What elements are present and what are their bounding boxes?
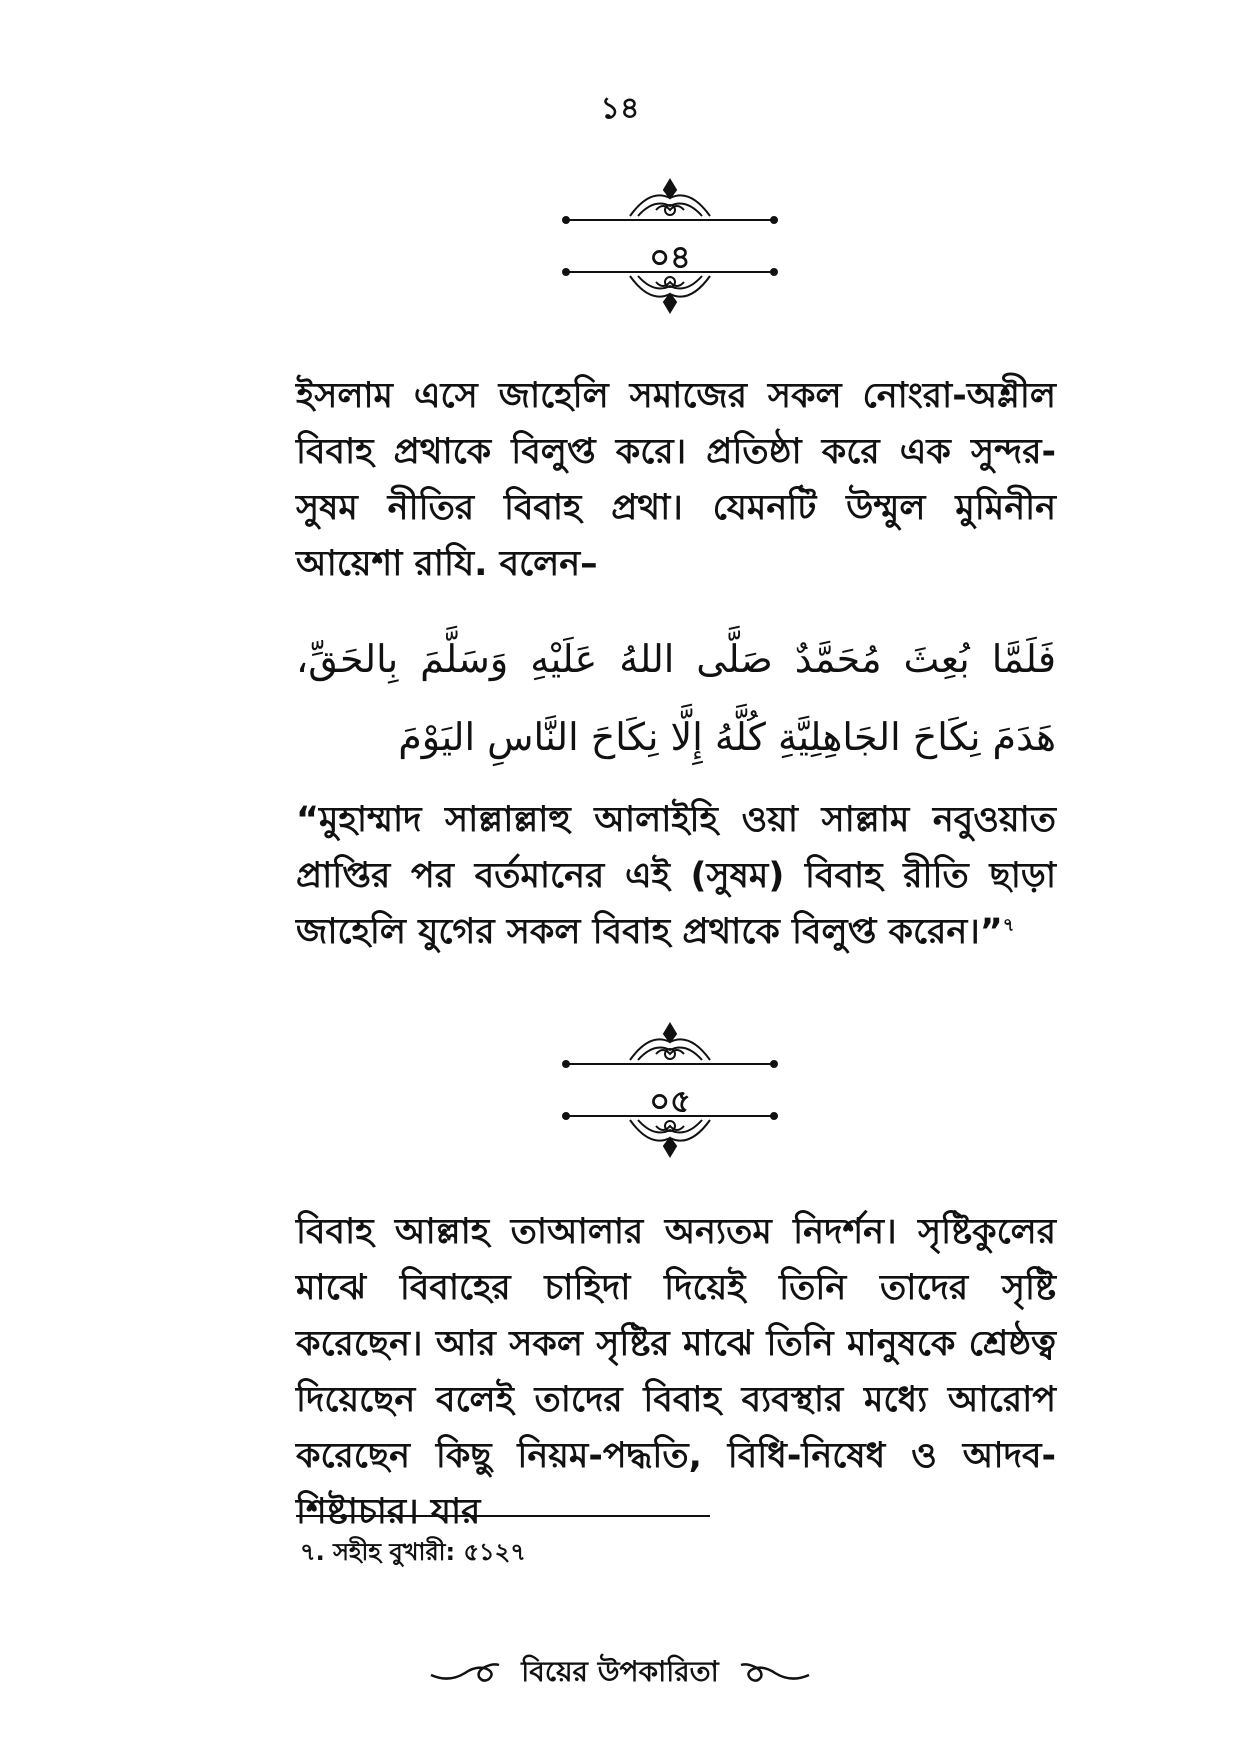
left-swirl-icon — [429, 1655, 501, 1692]
section-number: ০৪ — [649, 238, 691, 276]
section-05-paragraph: বিবাহ আল্লাহ তাআলার অন্যতম নিদর্শন। সৃষ্টিকুলের মাঝে বিবাহের চাহিদা দিয়েই তিনি তাদের সৃষ্টি করেছেন। আর সকল সৃষ্টির মাঝে তিনি মানুষকে শ্রেষ্ঠত্ব দিয়েছেন বলেই তাদের বিবাহ ব্যবস্থার মধ্যে আরোপ করেছেন কিছু নিয়ম-পদ্ধতি, বিধি-নিষেধ ও আদব-শিষ্টাচার। যার — [296, 1212, 1056, 1532]
translation-text: “মুহাম্মাদ সাল্লাল্লাহু আলাইহি ওয়া সাল্লাম নবুওয়াত প্রাপ্তির পর বর্তমানের এই (সুষম) বিবাহ রীতি ছাড়া জাহেলি যুগের সকল বিবাহ প্রথাকে বিলুপ্ত করেন।” — [296, 800, 1056, 952]
section-04-ornament — [560, 176, 780, 336]
footnote-divider — [296, 1515, 710, 1517]
book-title: বিয়ের উপকারিতা — [521, 1655, 719, 1688]
footnote-marker: ৭ — [1002, 914, 1015, 936]
arabic-hadith: فَلَمَّا بُعِثَ مُحَمَّدٌ صَلَّى اللهُ عَلَيْهِ وَسَلَّمَ بِالحَقِّ، هَدَمَ نِكَاحَ الجَاهِلِيَّةِ كُلَّهُ إِلَّا نِكَاحَ النَّاسِ اليَوْمَ — [296, 637, 1056, 759]
running-footer — [0, 1650, 1240, 1697]
section-04-paragraph: ইসলাম এসে জাহেলি সমাজের সকল নোংরা-অশ্লীল বিবাহ প্রথাকে বিলুপ্ত করে। প্রতিষ্ঠা করে এক সুন্দর-সুষম নীতির বিবাহ প্রথা। যেমনটি উম্মুল মুমিনীন আয়েশা রাযি. বলেন– — [296, 376, 1056, 584]
section-number: ০৫ — [649, 1082, 691, 1120]
footnote: ৭. সহীহ বুখারী: ৫১২৭ — [300, 1538, 526, 1566]
right-swirl-icon — [739, 1655, 811, 1692]
hadith-translation — [296, 792, 1056, 960]
page-number: ১৪ — [600, 91, 640, 126]
section-05-ornament — [560, 1020, 780, 1180]
